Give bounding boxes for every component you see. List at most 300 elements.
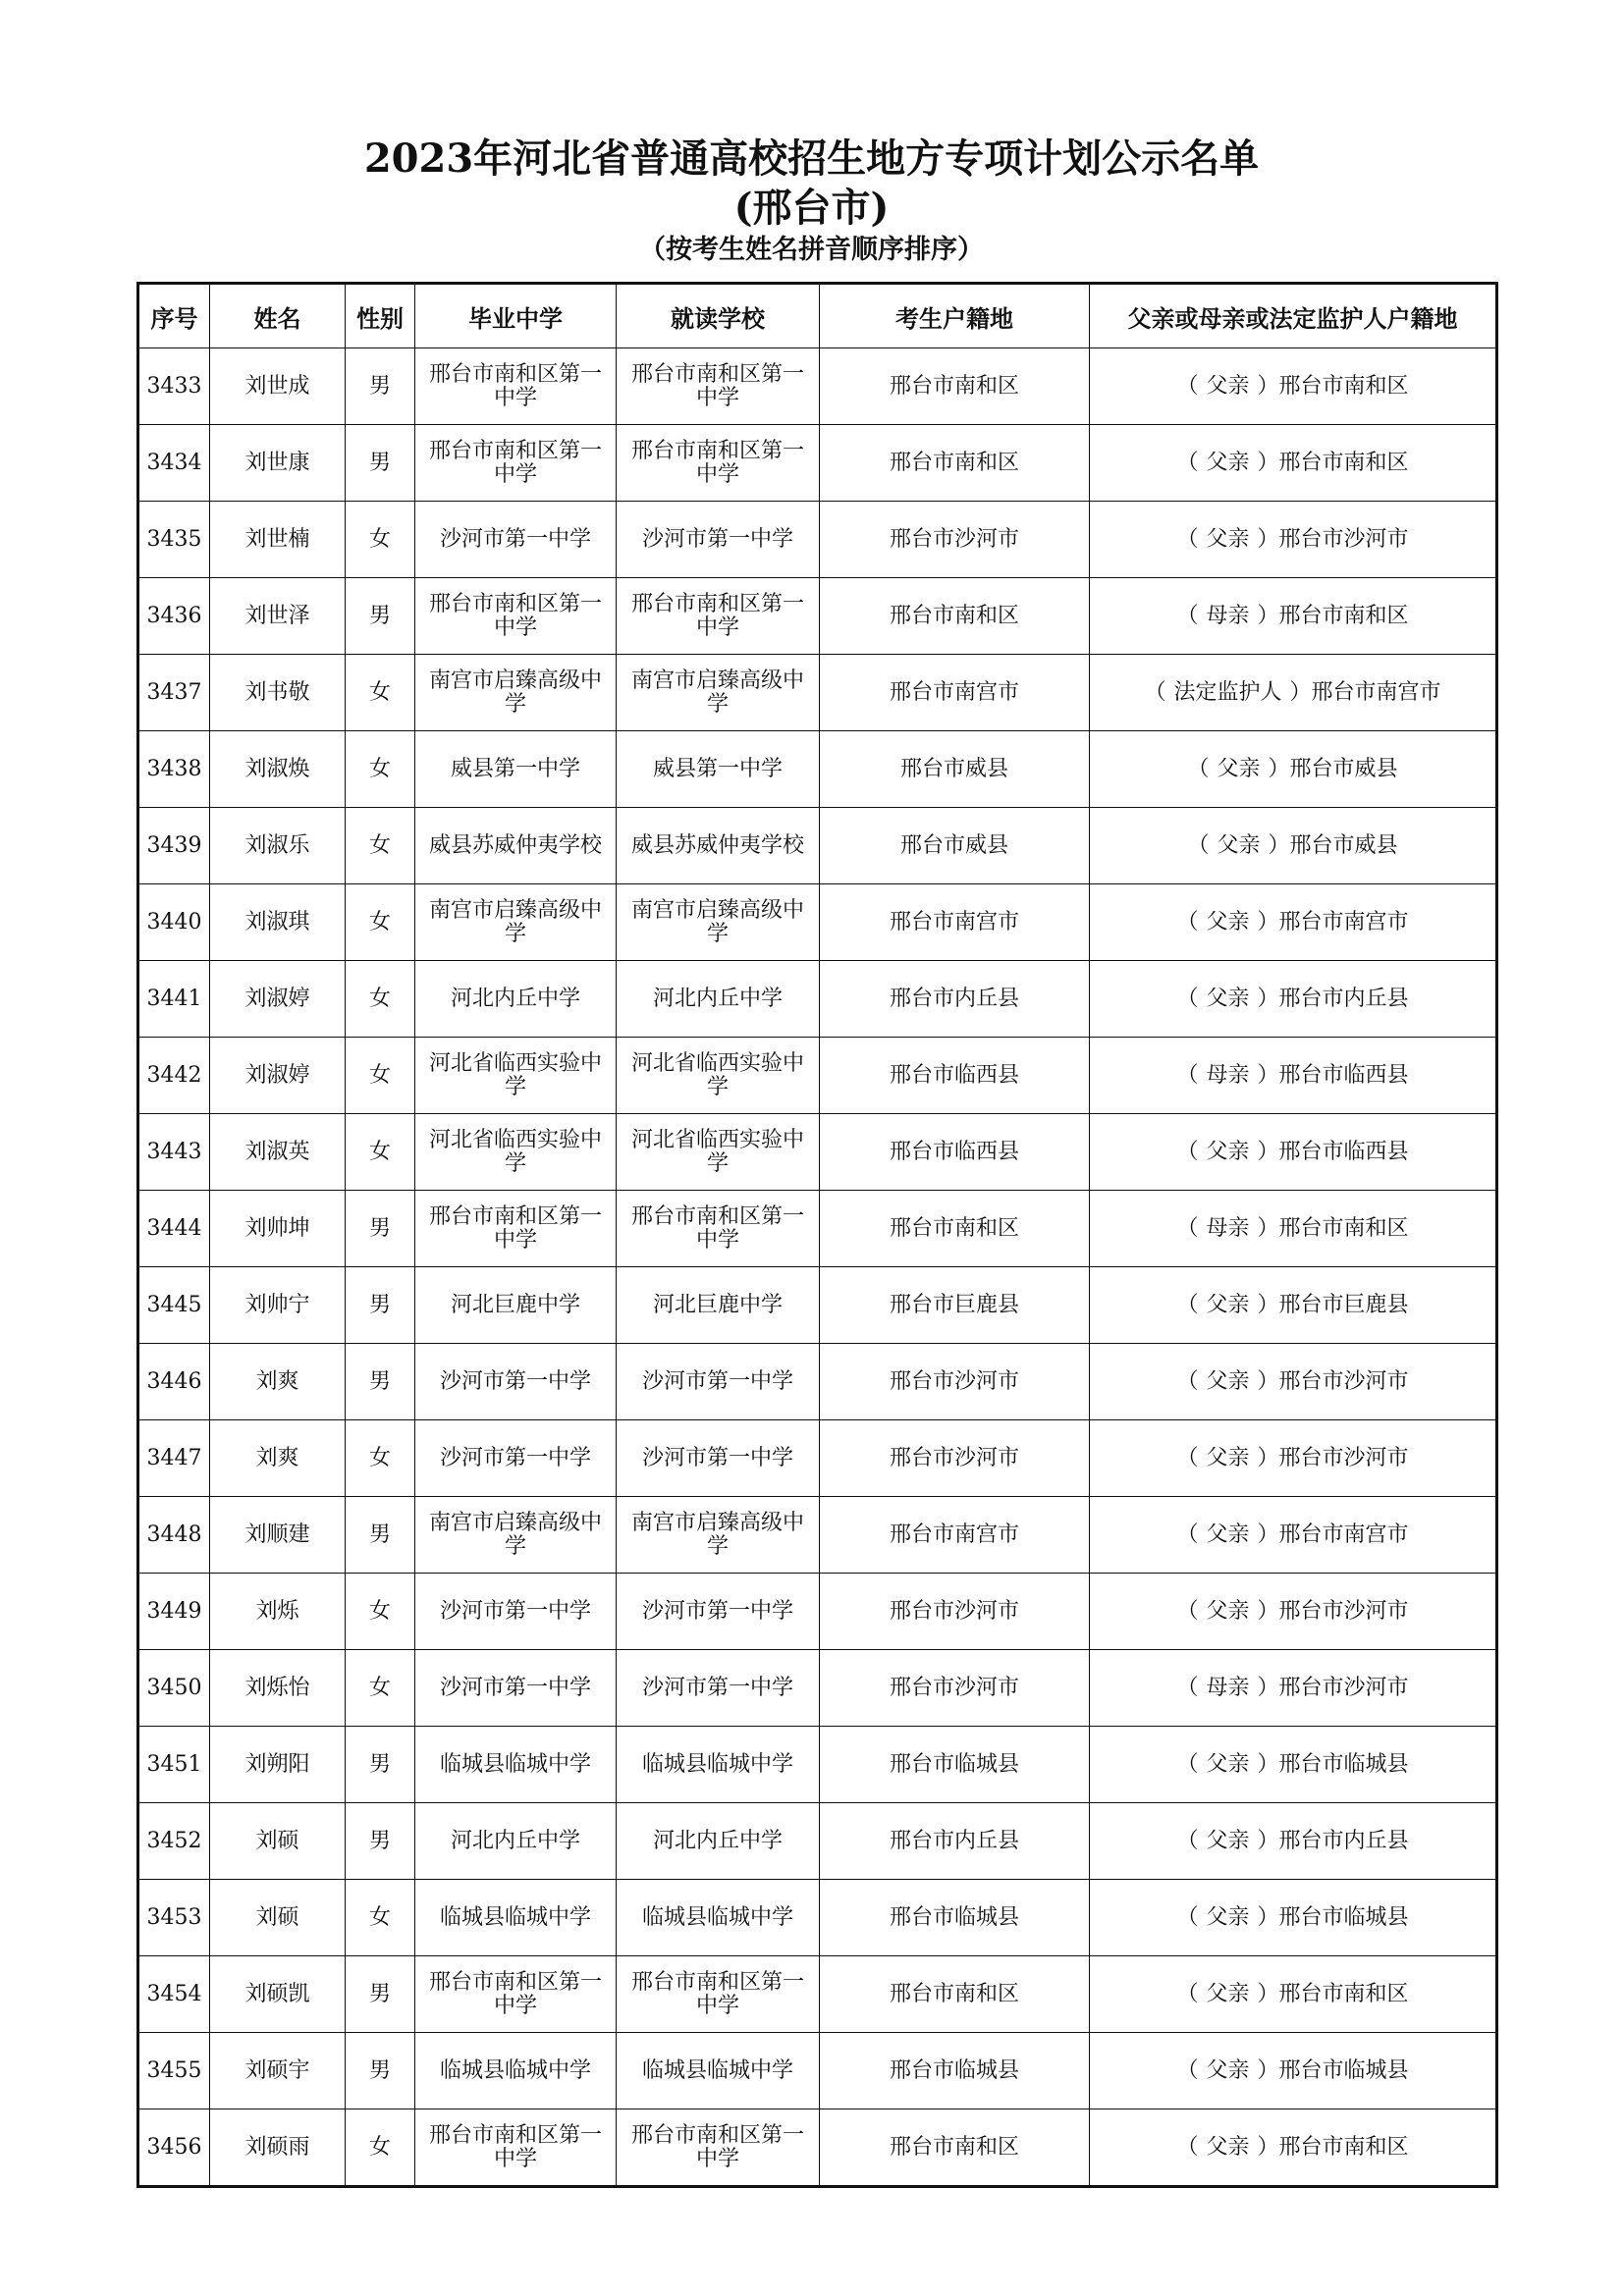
cell-seq: 3449 — [138, 1574, 210, 1650]
cell-guardian — [1090, 1880, 1497, 1956]
header-seq: 序号 — [138, 284, 210, 348]
guardian-close-paren: ） — [1257, 1522, 1279, 1547]
roster-table — [136, 282, 1498, 2188]
guardian-close-paren: ） — [1257, 1292, 1279, 1317]
cell-guardian — [1090, 1038, 1497, 1114]
guardian-close-paren: ） — [1257, 1445, 1279, 1470]
cell-current-school: 沙河市第一中学 — [617, 1574, 820, 1650]
guardian-close-paren: ） — [1257, 526, 1279, 552]
guardian-close-paren: ） — [1257, 1215, 1279, 1241]
guardian-type: 父亲 — [1206, 1522, 1250, 1547]
guardian-open-paren: （ — [1176, 1981, 1199, 2006]
guardian-type: 父亲 — [1206, 1904, 1250, 1930]
cell-seq: 3433 — [138, 348, 210, 425]
cell-name: 刘书敬 — [210, 655, 346, 731]
cell-name: 刘帅坤 — [210, 1191, 346, 1267]
cell-seq: 3442 — [138, 1038, 210, 1114]
guardian-close-paren: ） — [1257, 1904, 1279, 1930]
cell-hukou: 邢台市南宫市 — [820, 655, 1090, 731]
cell-hukou: 邢台市南和区 — [820, 1956, 1090, 2033]
guardian-hukou: 邢台市南宫市 — [1311, 679, 1441, 705]
cell-hukou: 邢台市南和区 — [820, 578, 1090, 655]
cell-current-school: 沙河市第一中学 — [617, 1344, 820, 1420]
cell-grad-school: 威县第一中学 — [415, 731, 617, 808]
cell-hukou: 邢台市临西县 — [820, 1114, 1090, 1191]
guardian-type: 父亲 — [1206, 450, 1250, 475]
cell-seq: 3434 — [138, 425, 210, 502]
cell-gender: 女 — [346, 502, 415, 578]
guardian-hukou: 邢台市威县 — [1289, 832, 1398, 858]
table-row — [138, 348, 1497, 425]
guardian-open-paren: （ — [1176, 526, 1199, 552]
guardian-type: 父亲 — [1206, 526, 1250, 552]
cell-guardian — [1090, 961, 1497, 1038]
guardian-open-paren: （ — [1187, 832, 1210, 858]
cell-grad-school: 沙河市第一中学 — [415, 1650, 617, 1727]
guardian-type: 母亲 — [1206, 1215, 1250, 1241]
table-row — [138, 1650, 1497, 1727]
guardian-open-paren: （ — [1176, 2057, 1199, 2083]
cell-name: 刘硕宇 — [210, 2033, 346, 2109]
cell-gender: 男 — [346, 1727, 415, 1803]
guardian-type: 母亲 — [1206, 1675, 1250, 1700]
cell-guardian — [1090, 578, 1497, 655]
cell-grad-school: 南宫市启臻高级中学 — [415, 1497, 617, 1574]
cell-grad-school: 沙河市第一中学 — [415, 1344, 617, 1420]
cell-seq: 3436 — [138, 578, 210, 655]
cell-hukou: 邢台市南和区 — [820, 425, 1090, 502]
guardian-close-paren: ） — [1257, 909, 1279, 934]
cell-name: 刘硕 — [210, 1803, 346, 1880]
guardian-close-paren: ） — [1257, 1139, 1279, 1164]
table-row — [138, 1267, 1497, 1344]
cell-gender: 女 — [346, 655, 415, 731]
guardian-close-paren: ） — [1257, 2134, 1279, 2160]
table-row — [138, 1497, 1497, 1574]
cell-guardian — [1090, 1191, 1497, 1267]
guardian-hukou: 邢台市巨鹿县 — [1278, 1292, 1409, 1317]
guardian-close-paren: ） — [1268, 756, 1290, 781]
cell-name: 刘淑婷 — [210, 961, 346, 1038]
guardian-open-paren: （ — [1176, 909, 1199, 934]
cell-gender: 女 — [346, 1038, 415, 1114]
cell-gender: 女 — [346, 2109, 415, 2187]
cell-guardian — [1090, 808, 1497, 884]
guardian-open-paren: （ — [1144, 679, 1166, 705]
guardian-hukou: 邢台市威县 — [1289, 756, 1398, 781]
cell-hukou: 邢台市南和区 — [820, 2109, 1090, 2187]
guardian-hukou: 邢台市南和区 — [1278, 603, 1409, 628]
cell-hukou: 邢台市南宫市 — [820, 884, 1090, 961]
cell-current-school: 临城县临城中学 — [617, 2033, 820, 2109]
guardian-hukou: 邢台市沙河市 — [1278, 1598, 1409, 1624]
guardian-close-paren: ） — [1257, 450, 1279, 475]
cell-guardian — [1090, 1650, 1497, 1727]
guardian-close-paren: ） — [1257, 1598, 1279, 1624]
guardian-open-paren: （ — [1176, 450, 1199, 475]
cell-gender: 男 — [346, 1497, 415, 1574]
guardian-hukou: 邢台市沙河市 — [1278, 1445, 1409, 1470]
header-name: 姓名 — [210, 284, 346, 348]
cell-hukou: 邢台市临城县 — [820, 2033, 1090, 2109]
cell-name: 刘淑乐 — [210, 808, 346, 884]
guardian-open-paren: （ — [1176, 1598, 1199, 1624]
cell-seq: 3443 — [138, 1114, 210, 1191]
guardian-open-paren: （ — [1187, 756, 1210, 781]
guardian-open-paren: （ — [1176, 1215, 1199, 1241]
cell-name: 刘顺建 — [210, 1497, 346, 1574]
guardian-open-paren: （ — [1176, 2134, 1199, 2160]
guardian-hukou: 邢台市沙河市 — [1278, 1675, 1409, 1700]
cell-name: 刘帅宁 — [210, 1267, 346, 1344]
cell-current-school: 邢台市南和区第一中学 — [617, 348, 820, 425]
cell-hukou: 邢台市南和区 — [820, 1191, 1090, 1267]
cell-gender: 男 — [346, 348, 415, 425]
cell-current-school: 临城县临城中学 — [617, 1727, 820, 1803]
cell-gender: 男 — [346, 1956, 415, 2033]
cell-seq: 3438 — [138, 731, 210, 808]
table-row — [138, 1038, 1497, 1114]
table-row — [138, 655, 1497, 731]
table-row — [138, 961, 1497, 1038]
guardian-type: 父亲 — [1206, 1751, 1250, 1777]
cell-grad-school: 威县苏威仲夷学校 — [415, 808, 617, 884]
guardian-hukou: 邢台市南和区 — [1278, 2134, 1409, 2160]
cell-seq: 3440 — [138, 884, 210, 961]
cell-guardian — [1090, 1344, 1497, 1420]
table-row — [138, 1420, 1497, 1497]
guardian-type: 父亲 — [1206, 1828, 1250, 1853]
cell-grad-school: 河北巨鹿中学 — [415, 1267, 617, 1344]
cell-seq: 3437 — [138, 655, 210, 731]
cell-seq: 3452 — [138, 1803, 210, 1880]
cell-gender: 女 — [346, 1650, 415, 1727]
cell-guardian — [1090, 884, 1497, 961]
guardian-hukou: 邢台市沙河市 — [1278, 526, 1409, 552]
cell-current-school: 河北内丘中学 — [617, 1803, 820, 1880]
header-guardian-hukou: 父亲或母亲或法定监护人户籍地 — [1090, 284, 1497, 348]
table-row — [138, 502, 1497, 578]
header-gender: 性别 — [346, 284, 415, 348]
cell-name: 刘淑琪 — [210, 884, 346, 961]
cell-current-school: 河北省临西实验中学 — [617, 1038, 820, 1114]
cell-name: 刘淑焕 — [210, 731, 346, 808]
cell-name: 刘世成 — [210, 348, 346, 425]
table-row — [138, 1574, 1497, 1650]
guardian-hukou: 邢台市南和区 — [1278, 450, 1409, 475]
guardian-type: 父亲 — [1206, 1445, 1250, 1470]
cell-seq: 3439 — [138, 808, 210, 884]
guardian-close-paren: ） — [1257, 1751, 1279, 1777]
guardian-close-paren: ） — [1257, 1981, 1279, 2006]
guardian-hukou: 邢台市临城县 — [1278, 1904, 1409, 1930]
cell-hukou: 邢台市内丘县 — [820, 961, 1090, 1038]
guardian-close-paren: ） — [1257, 2057, 1279, 2083]
cell-name: 刘淑婷 — [210, 1038, 346, 1114]
cell-guardian — [1090, 2109, 1497, 2187]
cell-guardian — [1090, 425, 1497, 502]
cell-hukou: 邢台市沙河市 — [820, 502, 1090, 578]
guardian-type: 母亲 — [1206, 1062, 1250, 1088]
table-row — [138, 1880, 1497, 1956]
table-row — [138, 1803, 1497, 1880]
cell-name: 刘世泽 — [210, 578, 346, 655]
document-city: (邢台市) — [733, 185, 890, 231]
cell-gender: 男 — [346, 2033, 415, 2109]
header-row — [138, 284, 1497, 348]
guardian-close-paren: ） — [1268, 832, 1290, 858]
cell-hukou: 邢台市沙河市 — [820, 1344, 1090, 1420]
cell-gender: 女 — [346, 961, 415, 1038]
cell-current-school: 南宫市启臻高级中学 — [617, 1497, 820, 1574]
cell-current-school: 邢台市南和区第一中学 — [617, 578, 820, 655]
guardian-type: 父亲 — [1206, 1981, 1250, 2006]
guardian-type: 父亲 — [1206, 1368, 1250, 1394]
guardian-close-paren: ） — [1257, 986, 1279, 1011]
table-row — [138, 1727, 1497, 1803]
cell-seq: 3446 — [138, 1344, 210, 1420]
guardian-hukou: 邢台市南和区 — [1278, 373, 1409, 399]
cell-hukou: 邢台市南和区 — [820, 348, 1090, 425]
guardian-open-paren: （ — [1176, 1904, 1199, 1930]
cell-name: 刘世楠 — [210, 502, 346, 578]
cell-grad-school: 南宫市启臻高级中学 — [415, 884, 617, 961]
cell-current-school: 南宫市启臻高级中学 — [617, 655, 820, 731]
guardian-open-paren: （ — [1176, 986, 1199, 1011]
cell-current-school: 邢台市南和区第一中学 — [617, 2109, 820, 2187]
cell-guardian — [1090, 1727, 1497, 1803]
cell-seq: 3441 — [138, 961, 210, 1038]
cell-grad-school: 南宫市启臻高级中学 — [415, 655, 617, 731]
cell-seq: 3450 — [138, 1650, 210, 1727]
guardian-hukou: 邢台市内丘县 — [1278, 1828, 1409, 1853]
cell-gender: 女 — [346, 1880, 415, 1956]
guardian-hukou: 邢台市南和区 — [1278, 1981, 1409, 2006]
cell-hukou: 邢台市南宫市 — [820, 1497, 1090, 1574]
table-row — [138, 731, 1497, 808]
cell-grad-school: 临城县临城中学 — [415, 1727, 617, 1803]
cell-gender: 男 — [346, 1803, 415, 1880]
cell-current-school: 河北内丘中学 — [617, 961, 820, 1038]
cell-name: 刘世康 — [210, 425, 346, 502]
cell-hukou: 邢台市巨鹿县 — [820, 1267, 1090, 1344]
document-sort-note: （按考生姓名拼音顺序排序） — [639, 235, 984, 265]
guardian-open-paren: （ — [1176, 1445, 1199, 1470]
cell-name: 刘硕凯 — [210, 1956, 346, 2033]
table-row — [138, 808, 1497, 884]
cell-grad-school: 沙河市第一中学 — [415, 502, 617, 578]
table-row — [138, 1191, 1497, 1267]
cell-gender: 女 — [346, 808, 415, 884]
guardian-hukou: 邢台市沙河市 — [1278, 1368, 1409, 1394]
cell-gender: 女 — [346, 731, 415, 808]
guardian-type: 法定监护人 — [1173, 679, 1282, 705]
cell-name: 刘硕雨 — [210, 2109, 346, 2187]
guardian-open-paren: （ — [1176, 1292, 1199, 1317]
cell-hukou: 邢台市临西县 — [820, 1038, 1090, 1114]
cell-gender: 女 — [346, 1420, 415, 1497]
guardian-hukou: 邢台市南和区 — [1278, 1215, 1409, 1241]
table-row — [138, 2109, 1497, 2187]
guardian-open-paren: （ — [1176, 1828, 1199, 1853]
cell-grad-school: 河北省临西实验中学 — [415, 1038, 617, 1114]
guardian-type: 父亲 — [1206, 373, 1250, 399]
guardian-type: 父亲 — [1206, 2134, 1250, 2160]
cell-guardian — [1090, 1420, 1497, 1497]
cell-current-school: 河北省临西实验中学 — [617, 1114, 820, 1191]
guardian-hukou: 邢台市临城县 — [1278, 1751, 1409, 1777]
cell-name: 刘爽 — [210, 1344, 346, 1420]
guardian-type: 母亲 — [1206, 603, 1250, 628]
cell-seq: 3444 — [138, 1191, 210, 1267]
guardian-open-paren: （ — [1176, 1751, 1199, 1777]
cell-seq: 3435 — [138, 502, 210, 578]
cell-name: 刘烁怡 — [210, 1650, 346, 1727]
cell-guardian — [1090, 655, 1497, 731]
cell-grad-school: 邢台市南和区第一中学 — [415, 1956, 617, 2033]
cell-hukou: 邢台市沙河市 — [820, 1420, 1090, 1497]
cell-current-school: 南宫市启臻高级中学 — [617, 884, 820, 961]
table-row — [138, 425, 1497, 502]
cell-gender: 男 — [346, 578, 415, 655]
cell-guardian — [1090, 2033, 1497, 2109]
guardian-close-paren: ） — [1257, 1062, 1279, 1088]
cell-seq: 3453 — [138, 1880, 210, 1956]
cell-grad-school: 河北内丘中学 — [415, 1803, 617, 1880]
table-row — [138, 1114, 1497, 1191]
cell-gender: 女 — [346, 1114, 415, 1191]
guardian-close-paren: ） — [1257, 1368, 1279, 1394]
cell-gender: 女 — [346, 1574, 415, 1650]
cell-name: 刘硕 — [210, 1880, 346, 1956]
cell-gender: 男 — [346, 1267, 415, 1344]
cell-guardian — [1090, 1267, 1497, 1344]
cell-seq: 3447 — [138, 1420, 210, 1497]
cell-name: 刘淑英 — [210, 1114, 346, 1191]
guardian-hukou: 邢台市南宫市 — [1278, 1522, 1409, 1547]
guardian-open-paren: （ — [1176, 1675, 1199, 1700]
guardian-type: 父亲 — [1206, 986, 1250, 1011]
table-row — [138, 1344, 1497, 1420]
guardian-close-paren: ） — [1257, 1675, 1279, 1700]
guardian-open-paren: （ — [1176, 603, 1199, 628]
cell-hukou: 邢台市临城县 — [820, 1727, 1090, 1803]
cell-grad-school: 河北内丘中学 — [415, 961, 617, 1038]
guardian-hukou: 邢台市南宫市 — [1278, 909, 1409, 934]
table-row — [138, 1956, 1497, 2033]
guardian-open-paren: （ — [1176, 1368, 1199, 1394]
cell-hukou: 邢台市内丘县 — [820, 1803, 1090, 1880]
cell-grad-school: 沙河市第一中学 — [415, 1420, 617, 1497]
guardian-type: 父亲 — [1206, 1139, 1250, 1164]
cell-hukou: 邢台市威县 — [820, 731, 1090, 808]
cell-guardian — [1090, 348, 1497, 425]
cell-current-school: 威县第一中学 — [617, 731, 820, 808]
guardian-type: 父亲 — [1206, 2057, 1250, 2083]
cell-gender: 女 — [346, 884, 415, 961]
cell-grad-school: 临城县临城中学 — [415, 1880, 617, 1956]
guardian-type: 父亲 — [1206, 1292, 1250, 1317]
guardian-open-paren: （ — [1176, 1139, 1199, 1164]
document-title: 2023年河北省普通高校招生地方专项计划公示名单 — [363, 135, 1260, 182]
cell-seq: 3448 — [138, 1497, 210, 1574]
cell-current-school: 邢台市南和区第一中学 — [617, 425, 820, 502]
guardian-type: 父亲 — [1217, 832, 1261, 858]
cell-grad-school: 沙河市第一中学 — [415, 1574, 617, 1650]
guardian-close-paren: ） — [1257, 1828, 1279, 1853]
cell-hukou: 邢台市沙河市 — [820, 1650, 1090, 1727]
cell-current-school: 沙河市第一中学 — [617, 1420, 820, 1497]
cell-seq: 3456 — [138, 2109, 210, 2187]
cell-seq: 3445 — [138, 1267, 210, 1344]
cell-guardian — [1090, 1114, 1497, 1191]
guardian-type: 父亲 — [1206, 909, 1250, 934]
guardian-hukou: 邢台市临西县 — [1278, 1139, 1409, 1164]
guardian-type: 父亲 — [1217, 756, 1261, 781]
cell-seq: 3451 — [138, 1727, 210, 1803]
header-hukou: 考生户籍地 — [820, 284, 1090, 348]
cell-current-school: 河北巨鹿中学 — [617, 1267, 820, 1344]
guardian-close-paren: ） — [1289, 679, 1312, 705]
cell-hukou: 邢台市临城县 — [820, 1880, 1090, 1956]
table-row — [138, 2033, 1497, 2109]
guardian-open-paren: （ — [1176, 1522, 1199, 1547]
cell-grad-school: 邢台市南和区第一中学 — [415, 2109, 617, 2187]
guardian-close-paren: ） — [1257, 603, 1279, 628]
cell-grad-school: 邢台市南和区第一中学 — [415, 348, 617, 425]
guardian-close-paren: ） — [1257, 373, 1279, 399]
table-row — [138, 578, 1497, 655]
cell-name: 刘烁 — [210, 1574, 346, 1650]
cell-name: 刘朔阳 — [210, 1727, 346, 1803]
cell-guardian — [1090, 1574, 1497, 1650]
cell-grad-school: 河北省临西实验中学 — [415, 1114, 617, 1191]
guardian-open-paren: （ — [1176, 373, 1199, 399]
guardian-type: 父亲 — [1206, 1598, 1250, 1624]
cell-guardian — [1090, 1803, 1497, 1880]
header-grad-school: 毕业中学 — [415, 284, 617, 348]
cell-guardian — [1090, 1956, 1497, 2033]
roster-body — [138, 348, 1497, 2187]
cell-gender: 男 — [346, 1191, 415, 1267]
cell-guardian — [1090, 731, 1497, 808]
cell-current-school: 邢台市南和区第一中学 — [617, 1191, 820, 1267]
cell-seq: 3455 — [138, 2033, 210, 2109]
cell-grad-school: 邢台市南和区第一中学 — [415, 578, 617, 655]
cell-hukou: 邢台市沙河市 — [820, 1574, 1090, 1650]
guardian-hukou: 邢台市临城县 — [1278, 2057, 1409, 2083]
cell-current-school: 临城县临城中学 — [617, 1880, 820, 1956]
table-row — [138, 884, 1497, 961]
cell-guardian — [1090, 1497, 1497, 1574]
cell-current-school: 邢台市南和区第一中学 — [617, 1956, 820, 2033]
cell-name: 刘爽 — [210, 1420, 346, 1497]
guardian-hukou: 邢台市内丘县 — [1278, 986, 1409, 1011]
guardian-hukou: 邢台市临西县 — [1278, 1062, 1409, 1088]
cell-hukou: 邢台市威县 — [820, 808, 1090, 884]
cell-guardian — [1090, 502, 1497, 578]
header-current-school: 就读学校 — [617, 284, 820, 348]
cell-grad-school: 临城县临城中学 — [415, 2033, 617, 2109]
cell-seq: 3454 — [138, 1956, 210, 2033]
cell-gender: 男 — [346, 425, 415, 502]
cell-grad-school: 邢台市南和区第一中学 — [415, 425, 617, 502]
cell-current-school: 沙河市第一中学 — [617, 1650, 820, 1727]
guardian-open-paren: （ — [1176, 1062, 1199, 1088]
cell-current-school: 威县苏威仲夷学校 — [617, 808, 820, 884]
cell-current-school: 沙河市第一中学 — [617, 502, 820, 578]
cell-grad-school: 邢台市南和区第一中学 — [415, 1191, 617, 1267]
